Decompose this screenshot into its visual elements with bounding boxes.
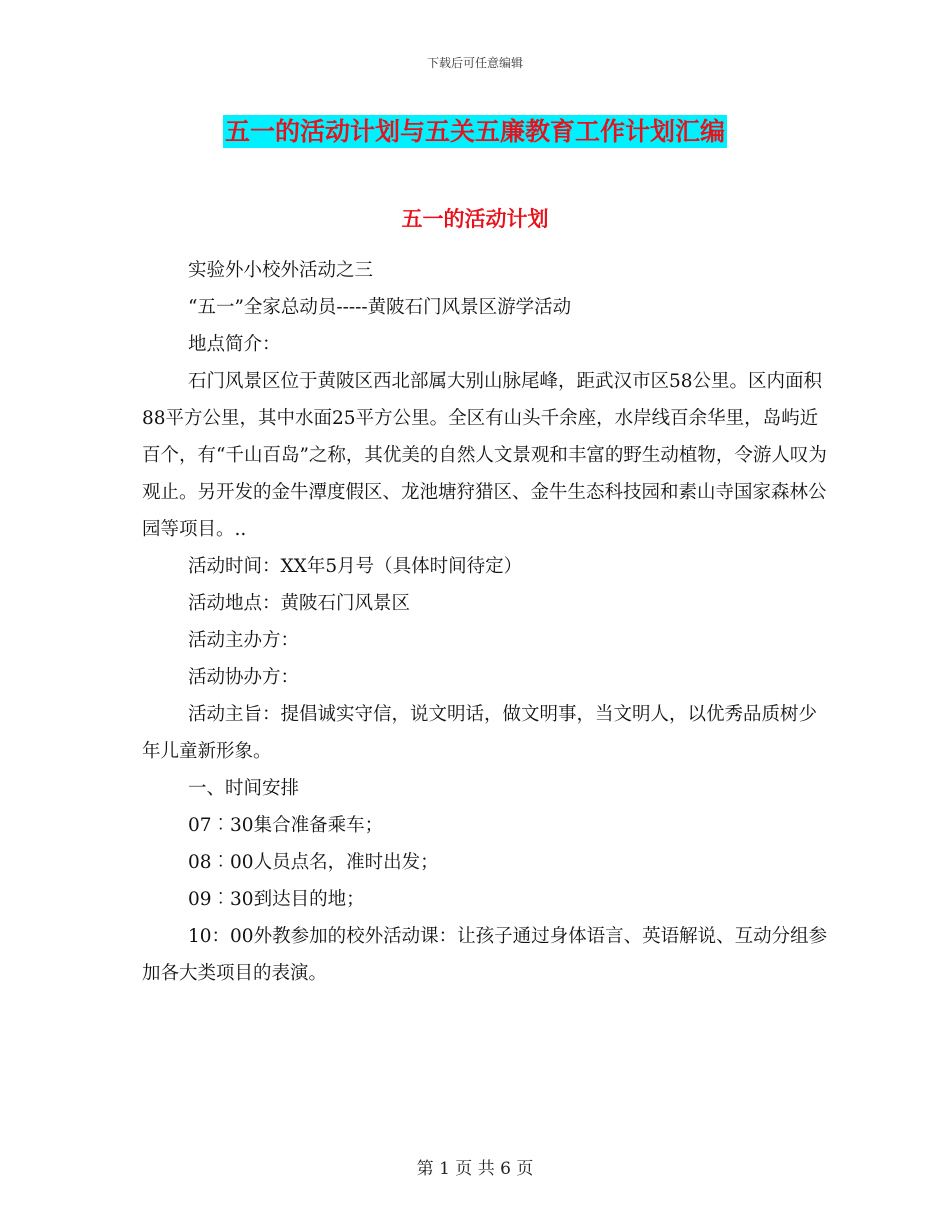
- paragraph: 09︰30到达目的地；: [188, 889, 365, 910]
- paragraph: 08︰00人员点名，准时出发；: [188, 852, 439, 873]
- paragraph: 活动主旨：提倡诚实守信，说文明话，做文明事，当文明人，以优秀品质树少年儿童新形象。: [142, 704, 818, 762]
- paragraph: 地点简介：: [188, 334, 281, 355]
- section-title: 五一的活动计划: [401, 207, 549, 231]
- paragraph: 石门风景区位于黄陂区西北部属大别山脉尾峰，距武汉市区58公里。区内面积88平方公里，其中水面25平方公里。全区有山头千余座，水岸线百余华里，岛屿近百个，有“千山百岛”之称，其优美的自然人文景观和丰富的野生动植物，令游人叹为观止。另开发的金牛潭度假区、龙池塘狩猎区、金牛生态科技园和素山寺国家森林公园等项目。..: [142, 371, 827, 540]
- paragraph: 07︰30集合准备乘车；: [188, 815, 384, 836]
- paragraph: 实验外小校外活动之三: [188, 260, 374, 281]
- document-title-text: 五一的活动计划与五关五廉教育工作计划汇编: [224, 117, 725, 146]
- paragraph: 一、时间安排: [188, 778, 300, 799]
- page-footer: 第 1 页 共 6 页: [416, 1159, 534, 1179]
- paragraph: “五一”全家总动员-----黄陂石门风景区游学活动: [188, 297, 572, 318]
- header-note: 下载后可任意编辑: [426, 56, 523, 70]
- paragraph: 活动主办方：: [188, 630, 300, 651]
- paragraph: 活动时间：XX年5月号（具体时间待定）: [188, 556, 523, 577]
- body-text: [142, 252, 832, 992]
- document-title: [0, 112, 950, 148]
- paragraph: 10：00外教参加的校外活动课：让孩子通过身体语言、英语解说、互动分组参加各大类项目的表演。: [142, 926, 828, 984]
- paragraph: 活动协办方：: [188, 667, 300, 688]
- paragraph: 活动地点：黄陂石门风景区: [188, 593, 411, 614]
